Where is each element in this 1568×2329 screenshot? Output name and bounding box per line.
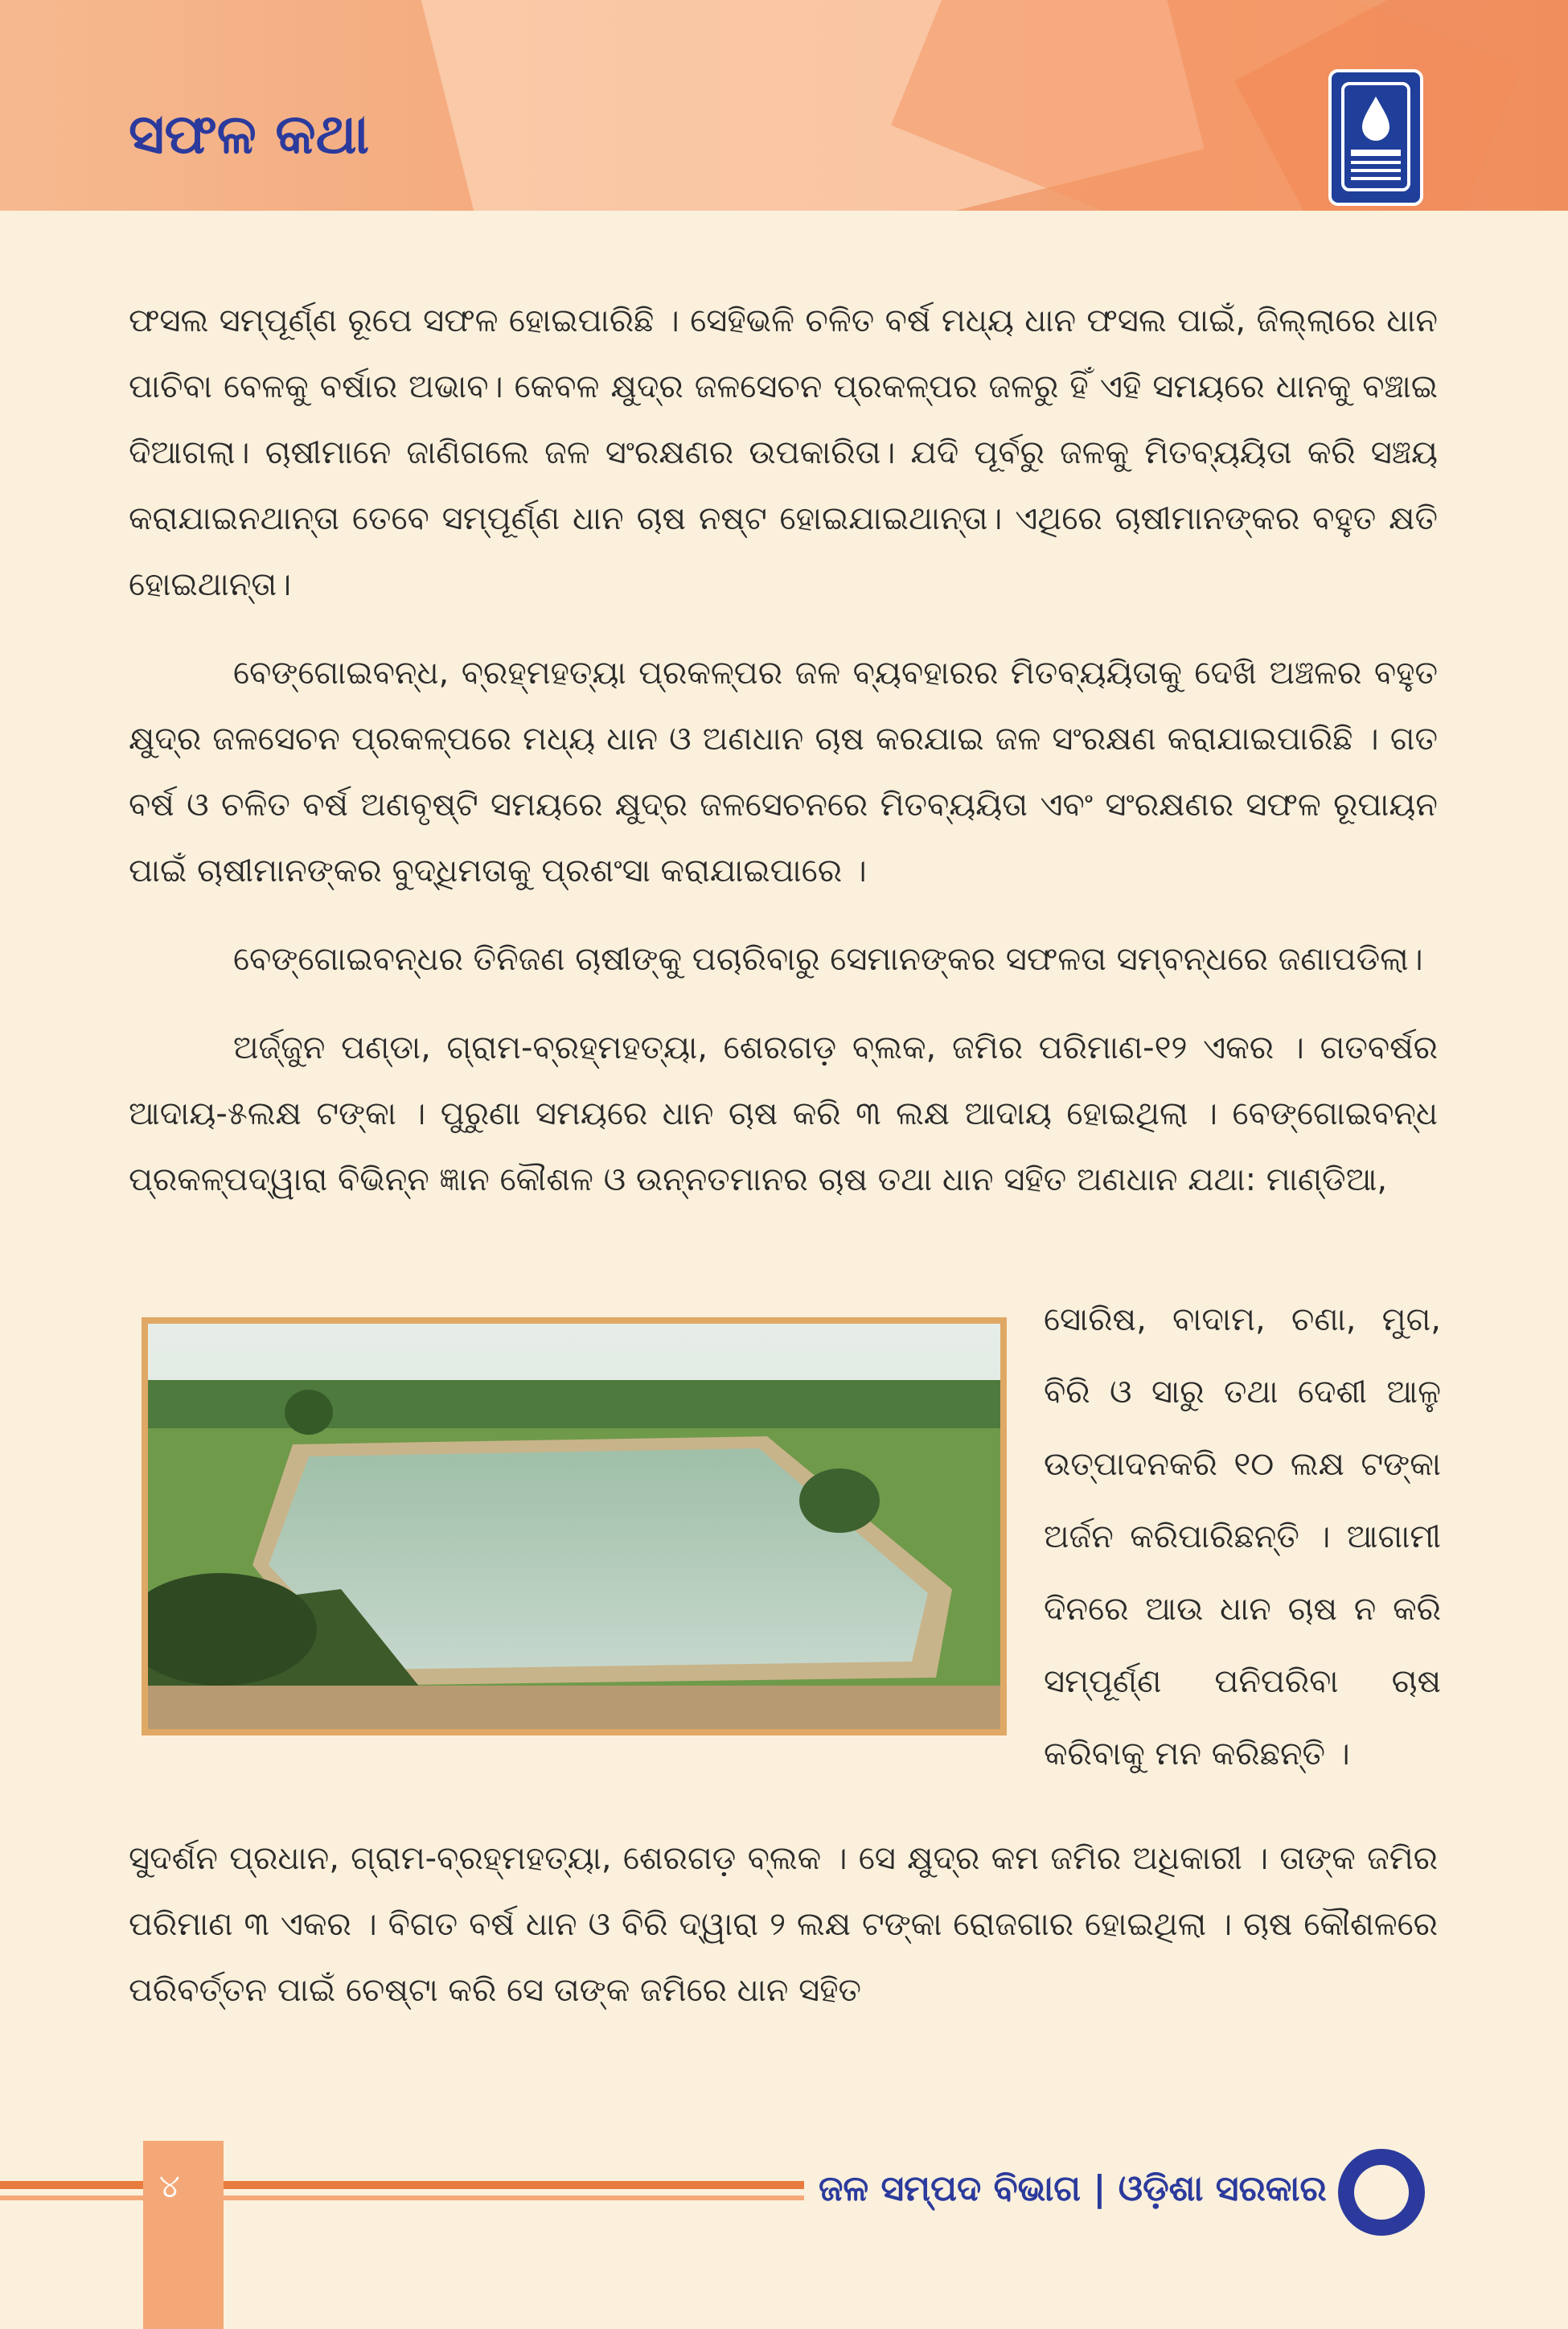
side-paragraph: ସୋରିଷ, ବାଦାମ, ଚଣା, ମୁଗ, ବିରି ଓ ସାରୁ ତଥା ଦେଶୀ ଆଳୁ ଉତ୍ପାଦନକରି ୧୦ ଲକ୍ଷ ଟଙ୍କା ଅର୍ଜନ କରିପାରିଛନ୍ତି । ଆଗାମୀ ଦିନରେ ଆଉ ଧାନ ଚାଷ ନ କରି ସମ୍ପୂର୍ଣ୍ଣ ପନିପରିବା ଚାଷ କରିବାକୁ ମନ କରିଛନ୍ତି । — [1044, 1301, 1441, 1772]
figure-row — [142, 1301, 1441, 1792]
paragraph: ବେଙ୍ଗୋଇବନ୍ଧର ତିନିଜଣ ଚାଷୀଙ୍କୁ ପଚାରିବାରୁ ସେମାନଙ୍କର ସଫଳତା ସମ୍ବନ୍ଧରେ ଜଣାପଡିଲା। — [233, 941, 1423, 978]
department-name: ଜଳ ସମ୍ପଦ ବିଭାଗ | ଓଡ଼ିଶା ସରକାର — [819, 2168, 1327, 2209]
emblem-center — [1354, 2165, 1409, 2220]
page-number: ୪ — [159, 2168, 180, 2205]
paragraph: ଅର୍ଜ୍ଜୁନ ପଣ୍ଡା, ଗ୍ରାମ-ବ୍ରହ୍ମହତ୍ୟା, ଶେରଗଡ଼ ବ୍ଲକ, ଜମିର ପରିମାଣ-୧୨ ଏକର । ଗତବର୍ଷର ଆଦାୟ-୫ଲକ୍ଷ ଟଙ୍କା । ପୁରୁଣା ସମୟରେ ଧାନ ଚାଷ କରି ୩ ଲକ୍ଷ ଆଦାୟ ହୋଇଥିଲା । ବେଙ୍ଗୋଇବନ୍ଧ ପ୍ରକଳ୍ପଦ୍ୱାରା ବିଭିନ୍ନ ଜ୍ଞାନ କୌଶଳ ଓ ଉନ୍ନତମାନର ଚାଷ ତଥା ଧାନ ସହିତ ଅଣଧାନ ଯଥା: ମାଣ୍ଡିଆ, — [129, 1029, 1438, 1198]
paragraph: ସୁଦର୍ଶନ ପ୍ରଧାନ, ଗ୍ରାମ-ବ୍ରହ୍ମହତ୍ୟା, ଶେରଗଡ଼ ବ୍ଲକ । ସେ କ୍ଷୁଦ୍ର କମ ଜମିର ଅଧିକାରୀ । ତାଙ୍କ ଜମିର ପରିମାଣ ୩ ଏକର । ବିଗତ ବର୍ଷ ଧାନ ଓ ବିରି ଦ୍ୱାରା ୨ ଲକ୍ଷ ଟଙ୍କା ରୋଜଗାର ହୋଇଥିଲା । ଚାଷ କୌଶଳରେ ପରିବର୍ତ୍ତନ ପାଇଁ ଚେଷ୍ଟା କରି ସେ ତାଙ୍କ ଜମିରେ ଧାନ ସହିତ — [129, 1840, 1438, 2009]
pond-photo-icon — [142, 1317, 1007, 1735]
page-header — [0, 0, 1568, 211]
water-drop-logo-icon — [1328, 69, 1423, 206]
footer-rule — [0, 2181, 804, 2189]
article-body — [129, 288, 1438, 1235]
section-title: ସଫଳ କଥା — [129, 103, 370, 166]
footer-rule — [0, 2196, 804, 2200]
paragraph: ବେଙ୍ଗୋଇବନ୍ଧ, ବ୍ରହ୍ମହତ୍ୟା ପ୍ରକଳ୍ପର ଜଳ ବ୍ୟବହାରର ମିତବ୍ୟୟିତାକୁ ଦେଖି ଅଞ୍ଚଳର ବହୁତ କ୍ଷୁଦ୍ର ଜଳସେଚନ ପ୍ରକଳ୍ପରେ ମଧ୍ୟ ଧାନ ଓ ଅଣଧାନ ଚାଷ କରଯାଇ ଜଳ ସଂରକ୍ଷଣ କରାଯାଇପାରିଛି । ଗତ ବର୍ଷ ଓ ଚଳିତ ବର୍ଷ ଅଣବୃଷ୍ଟି ସମୟରେ କ୍ଷୁଦ୍ର ଜଳସେଚନରେ ମିତବ୍ୟୟିତା ଏବଂ ସଂରକ୍ଷଣର ସଫଳ ରୂପାୟନ ପାଇଁ ଚାଷୀମାନଙ୍କର ବୁଦ୍ଧିମତାକୁ ପ୍ରଶଂସା କରାଯାଇପାରେ । — [129, 655, 1438, 889]
page-tab — [143, 2141, 224, 2329]
paragraph: ଫସଲ ସମ୍ପୂର୍ଣ୍ଣ ରୂପେ ସଫଳ ହୋଇପାରିଛି । ସେହିଭଳି ଚଳିତ ବର୍ଷ ମଧ୍ୟ ଧାନ ଫସଲ ପାଇଁ, ଜିଲ୍ଲାରେ ଧାନ ପାଚିବା ବେଳକୁ ବର୍ଷାର ଅଭାବ। କେବଳ କ୍ଷୁଦ୍ର ଜଳସେଚନ ପ୍ରକଳ୍ପର ଜଳରୁ ହିଁ ଏହି ସମୟରେ ଧାନକୁ ବଞ୍ଚାଇ ଦିଆଗଲା। ଚାଷୀମାନେ ଜାଣିଗଲେ ଜଳ ସଂରକ୍ଷଣର ଉପକାରିତା। ଯଦି ପୂର୍ବରୁ ଜଳକୁ ମିତବ୍ୟୟିତା କରି ସଞ୍ଚୟ କରାଯାଇନଥାନ୍ତା ତେବେ ସମ୍ପୂର୍ଣ୍ଣ ଧାନ ଚାଷ ନଷ୍ଟ ହୋଇଯାଇଥାନ୍ତା। ଏଥିରେ ଚାଷୀମାନଙ୍କର ବହୁତ କ୍ଷତି ହୋଇଥାନ୍ତା। — [129, 302, 1438, 603]
